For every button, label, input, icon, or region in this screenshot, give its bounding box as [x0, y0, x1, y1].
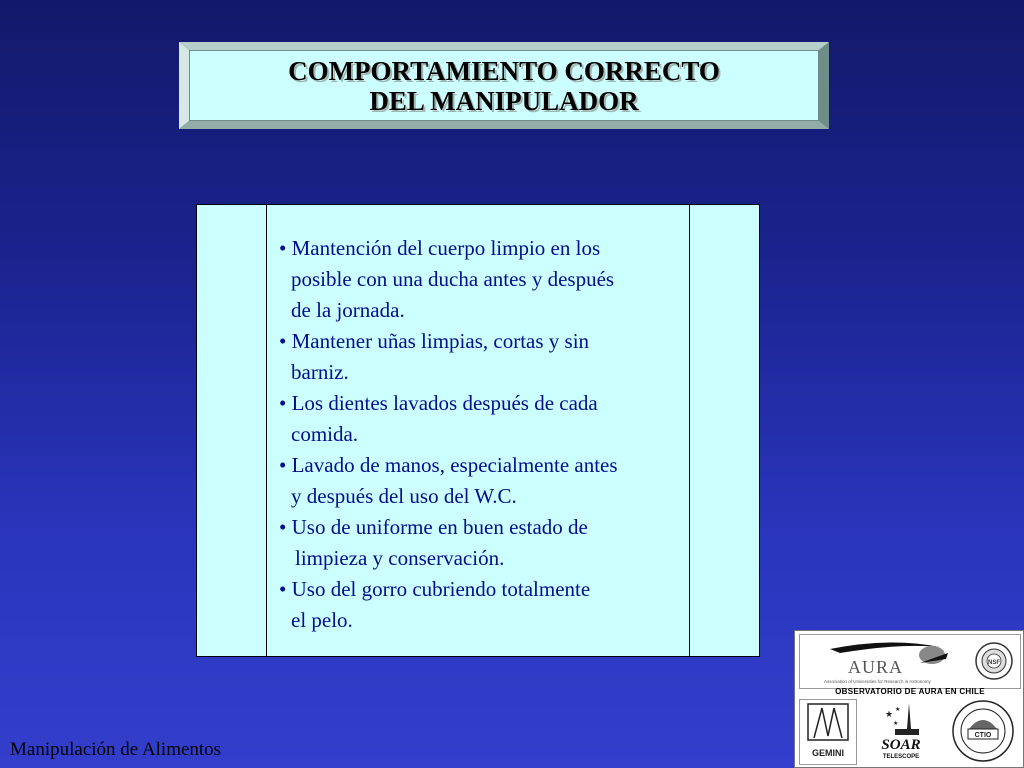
gemini-label: GEMINI	[811, 748, 845, 758]
bullet-item: • Uso de uniforme en buen estado de	[279, 515, 588, 539]
bullet-continuation: posible con una ducha antes y después	[291, 267, 615, 291]
bullet-continuation: limpieza y conservación.	[295, 546, 505, 570]
ctio-label: CTIO	[974, 732, 992, 739]
bullet-continuation: y después del uso del W.C.	[291, 484, 517, 508]
aura-subtitle: Association of Universities for Research in Astronomy	[824, 679, 931, 684]
slide-title-line-1: COMPORTAMIENTO CORRECTO	[288, 55, 720, 86]
nsf-seal-icon	[974, 641, 1014, 681]
soar-sublabel: TELESCOPE	[882, 754, 920, 760]
observatory-label: OBSERVATORIO DE AURA EN CHILE	[835, 687, 985, 696]
content-panel	[196, 204, 760, 657]
soar-logo-icon	[865, 699, 935, 763]
partner-logos-row	[799, 699, 1021, 765]
bullet-item: • Mantener uñas limpias, cortas y sin	[279, 329, 590, 353]
soar-logo-cell	[865, 699, 935, 765]
bullet-list	[279, 233, 699, 636]
svg-text:★: ★	[893, 721, 899, 727]
title-bevel-left	[179, 42, 189, 129]
title-bevel-bottom	[179, 121, 829, 129]
soar-label: SOAR	[881, 737, 921, 753]
gemini-logo-icon	[800, 700, 856, 764]
ctio-seal-icon	[943, 699, 1021, 763]
bullet-item: • Mantención del cuerpo limpio en los	[279, 236, 601, 260]
nsf-label: NSF	[988, 660, 1000, 666]
logos-block	[794, 630, 1024, 768]
panel-right-column	[689, 205, 759, 656]
ctio-logo-cell	[943, 699, 1021, 765]
gemini-logo-cell	[799, 699, 857, 765]
footer-title: Manipulación de Alimentos	[10, 739, 222, 760]
slide-title-line-2: DEL MANIPULADOR	[369, 85, 639, 116]
title-bevel-right	[819, 42, 829, 129]
title-bevel-top	[179, 42, 829, 50]
bullet-item: • Los dientes lavados después de cada	[279, 391, 598, 415]
aura-logo-row	[799, 634, 1021, 689]
bullet-continuation: barniz.	[291, 360, 349, 384]
bullet-continuation: el pelo.	[291, 608, 353, 632]
title-face	[189, 50, 819, 121]
svg-text:★: ★	[895, 707, 901, 713]
title-plaque	[179, 42, 829, 129]
bullet-item: • Uso del gorro cubriendo totalmente	[279, 577, 591, 601]
panel-left-column	[197, 205, 267, 656]
bullet-item: • Lavado de manos, especialmente antes	[279, 453, 618, 477]
svg-text:★: ★	[885, 709, 894, 719]
aura-wordmark: AURA	[848, 657, 904, 677]
bullet-continuation: comida.	[291, 422, 359, 446]
bullet-continuation: de la jornada.	[291, 298, 405, 322]
